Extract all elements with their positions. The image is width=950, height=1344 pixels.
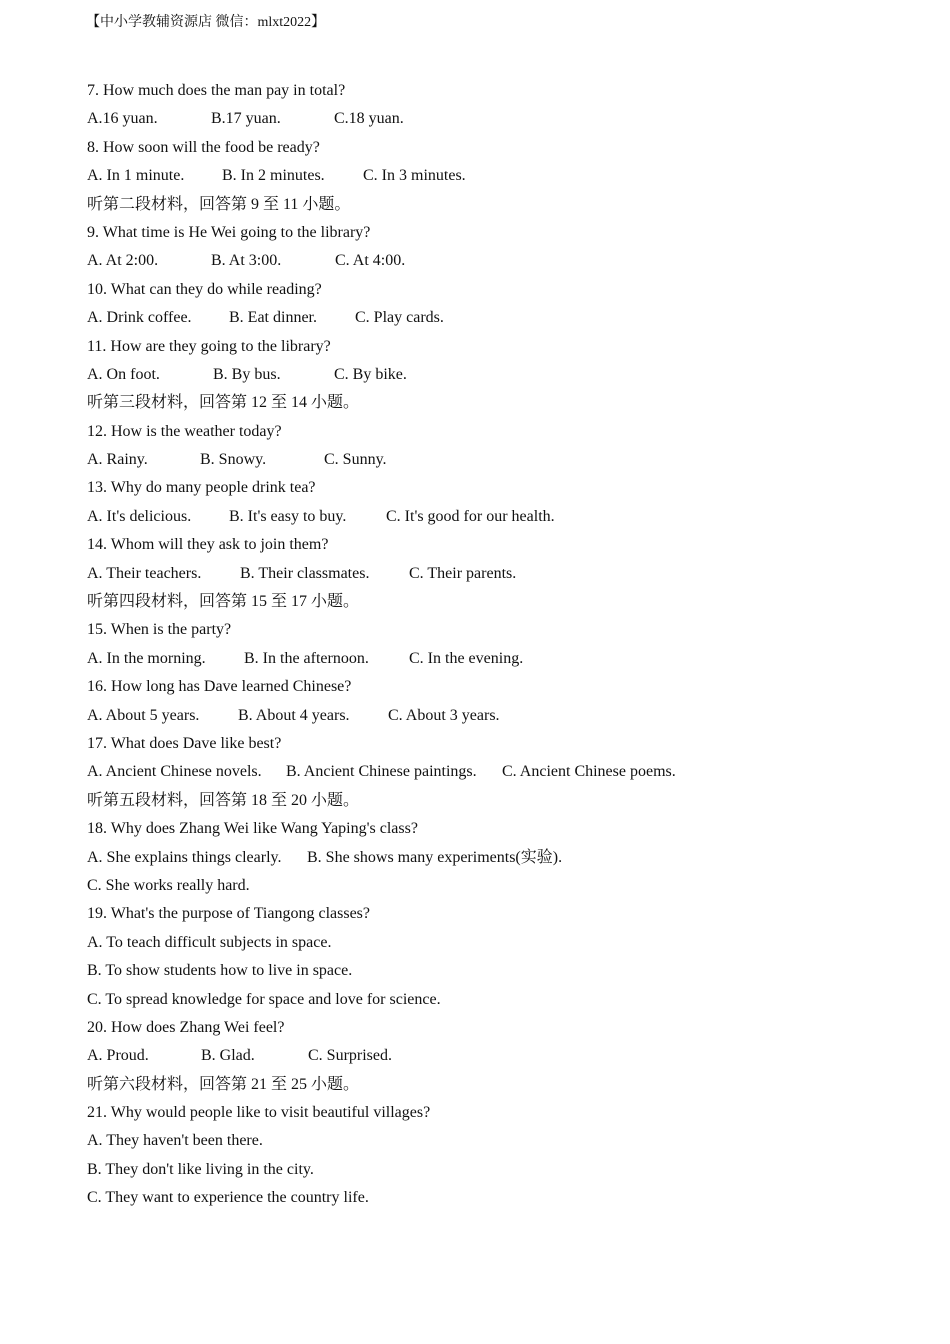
answer-option: C. Sunny. [324,451,387,469]
answer-option: C. Ancient Chinese poems. [502,763,676,781]
answer-option: C. In the evening. [409,649,524,667]
answer-option: B. Eat dinner. [229,309,317,327]
answer-option: C. In 3 minutes. [363,167,466,185]
answer-option: C.18 yuan. [334,110,404,128]
answer-option: A. It's delicious. [87,507,192,525]
answer-option: A. In 1 minute. [87,167,185,185]
answer-options [87,847,907,875]
answer-option: A. Proud. [87,1047,149,1065]
page-header: 【中小学教辅资源店 微信：mlxt2022】 [86,15,326,30]
answer-option: B. Snowy. [200,451,267,469]
section-instruction: 听第三段材料，回答第 12 至 14 小题。 [87,394,360,412]
answer-options [87,165,907,193]
question-text: 13. Why do many people drink tea? [87,479,316,497]
answer-option: B. To show students how to live in space. [87,962,353,980]
answer-option: B. She shows many experiments(实验). [307,848,563,866]
answer-option: B. By bus. [213,365,281,383]
answer-option: A. They haven't been there. [87,1132,263,1150]
answer-options [87,250,907,278]
answer-option: A. To teach difficult subjects in space. [87,933,332,951]
question-text: 12. How is the weather today? [87,422,282,440]
answer-option: B. Their classmates. [240,564,370,582]
answer-option: C. Their parents. [409,564,517,582]
answer-option: B. In 2 minutes. [222,167,325,185]
answer-option: B.17 yuan. [211,110,281,128]
question-text: 17. What does Dave like best? [87,734,282,752]
answer-option: C. It's good for our health. [386,507,555,525]
answer-option: B. About 4 years. [238,706,350,724]
answer-option: C. Play cards. [355,309,444,327]
question-text: 14. Whom will they ask to join them? [87,536,329,554]
answer-option: C. At 4:00. [335,252,406,270]
question-text: 18. Why does Zhang Wei like Wang Yaping's class? [87,820,418,838]
answer-option: C. About 3 years. [388,706,500,724]
section-instruction: 听第二段材料，回答第 9 至 11 小题。 [87,195,351,213]
answer-option: C. They want to experience the country life. [87,1189,369,1207]
answer-option: C. By bike. [334,365,407,383]
question-text: 10. What can they do while reading? [87,280,322,298]
answer-option: A. At 2:00. [87,252,159,270]
question-text: 11. How are they going to the library? [87,337,331,355]
section-instruction: 听第五段材料，回答第 18 至 20 小题。 [87,791,360,809]
answer-option: B. Ancient Chinese paintings. [286,763,477,781]
answer-option: A. About 5 years. [87,706,200,724]
question-text: 20. How does Zhang Wei feel? [87,1018,285,1036]
answer-option: B. At 3:00. [211,252,282,270]
section-instruction: 听第六段材料，回答第 21 至 25 小题。 [87,1075,360,1093]
question-text: 15. When is the party? [87,621,232,639]
answer-option: B. In the afternoon. [244,649,369,667]
answer-option: A. Their teachers. [87,564,202,582]
answer-option: C. To spread knowledge for space and love for science. [87,990,441,1008]
answer-option: B. It's easy to buy. [229,507,347,525]
answer-option: A.16 yuan. [87,110,158,128]
answer-options [87,648,907,676]
answer-option: C. Surprised. [308,1047,392,1065]
answer-option: B. They don't like living in the city. [87,1160,314,1178]
question-text: 7. How much does the man pay in total? [87,82,346,99]
answer-options [87,705,907,733]
answer-option: A. Rainy. [87,451,148,469]
answer-options [87,108,907,136]
answer-options [87,1045,907,1073]
question-text: 19. What's the purpose of Tiangong classes? [87,905,370,923]
question-text: 9. What time is He Wei going to the library? [87,223,371,241]
answer-option: A. She explains things clearly. [87,848,282,866]
answer-options [87,563,907,591]
answer-option: A. In the morning. [87,649,206,667]
answer-options [87,307,907,335]
answer-options [87,364,907,392]
question-list [87,80,907,1216]
question-text: 8. How soon will the food be ready? [87,138,320,156]
answer-options [87,506,907,534]
section-instruction: 听第四段材料，回答第 15 至 17 小题。 [87,593,360,611]
answer-option: A. Drink coffee. [87,309,192,327]
answer-options [87,761,907,789]
answer-options [87,449,907,477]
answer-option: C. She works really hard. [87,876,250,894]
answer-option: A. On foot. [87,365,160,383]
question-text: 21. Why would people like to visit beautiful villages? [87,1104,431,1122]
answer-option: A. Ancient Chinese novels. [87,763,262,781]
question-text: 16. How long has Dave learned Chinese? [87,678,352,696]
answer-option: B. Glad. [201,1047,255,1065]
